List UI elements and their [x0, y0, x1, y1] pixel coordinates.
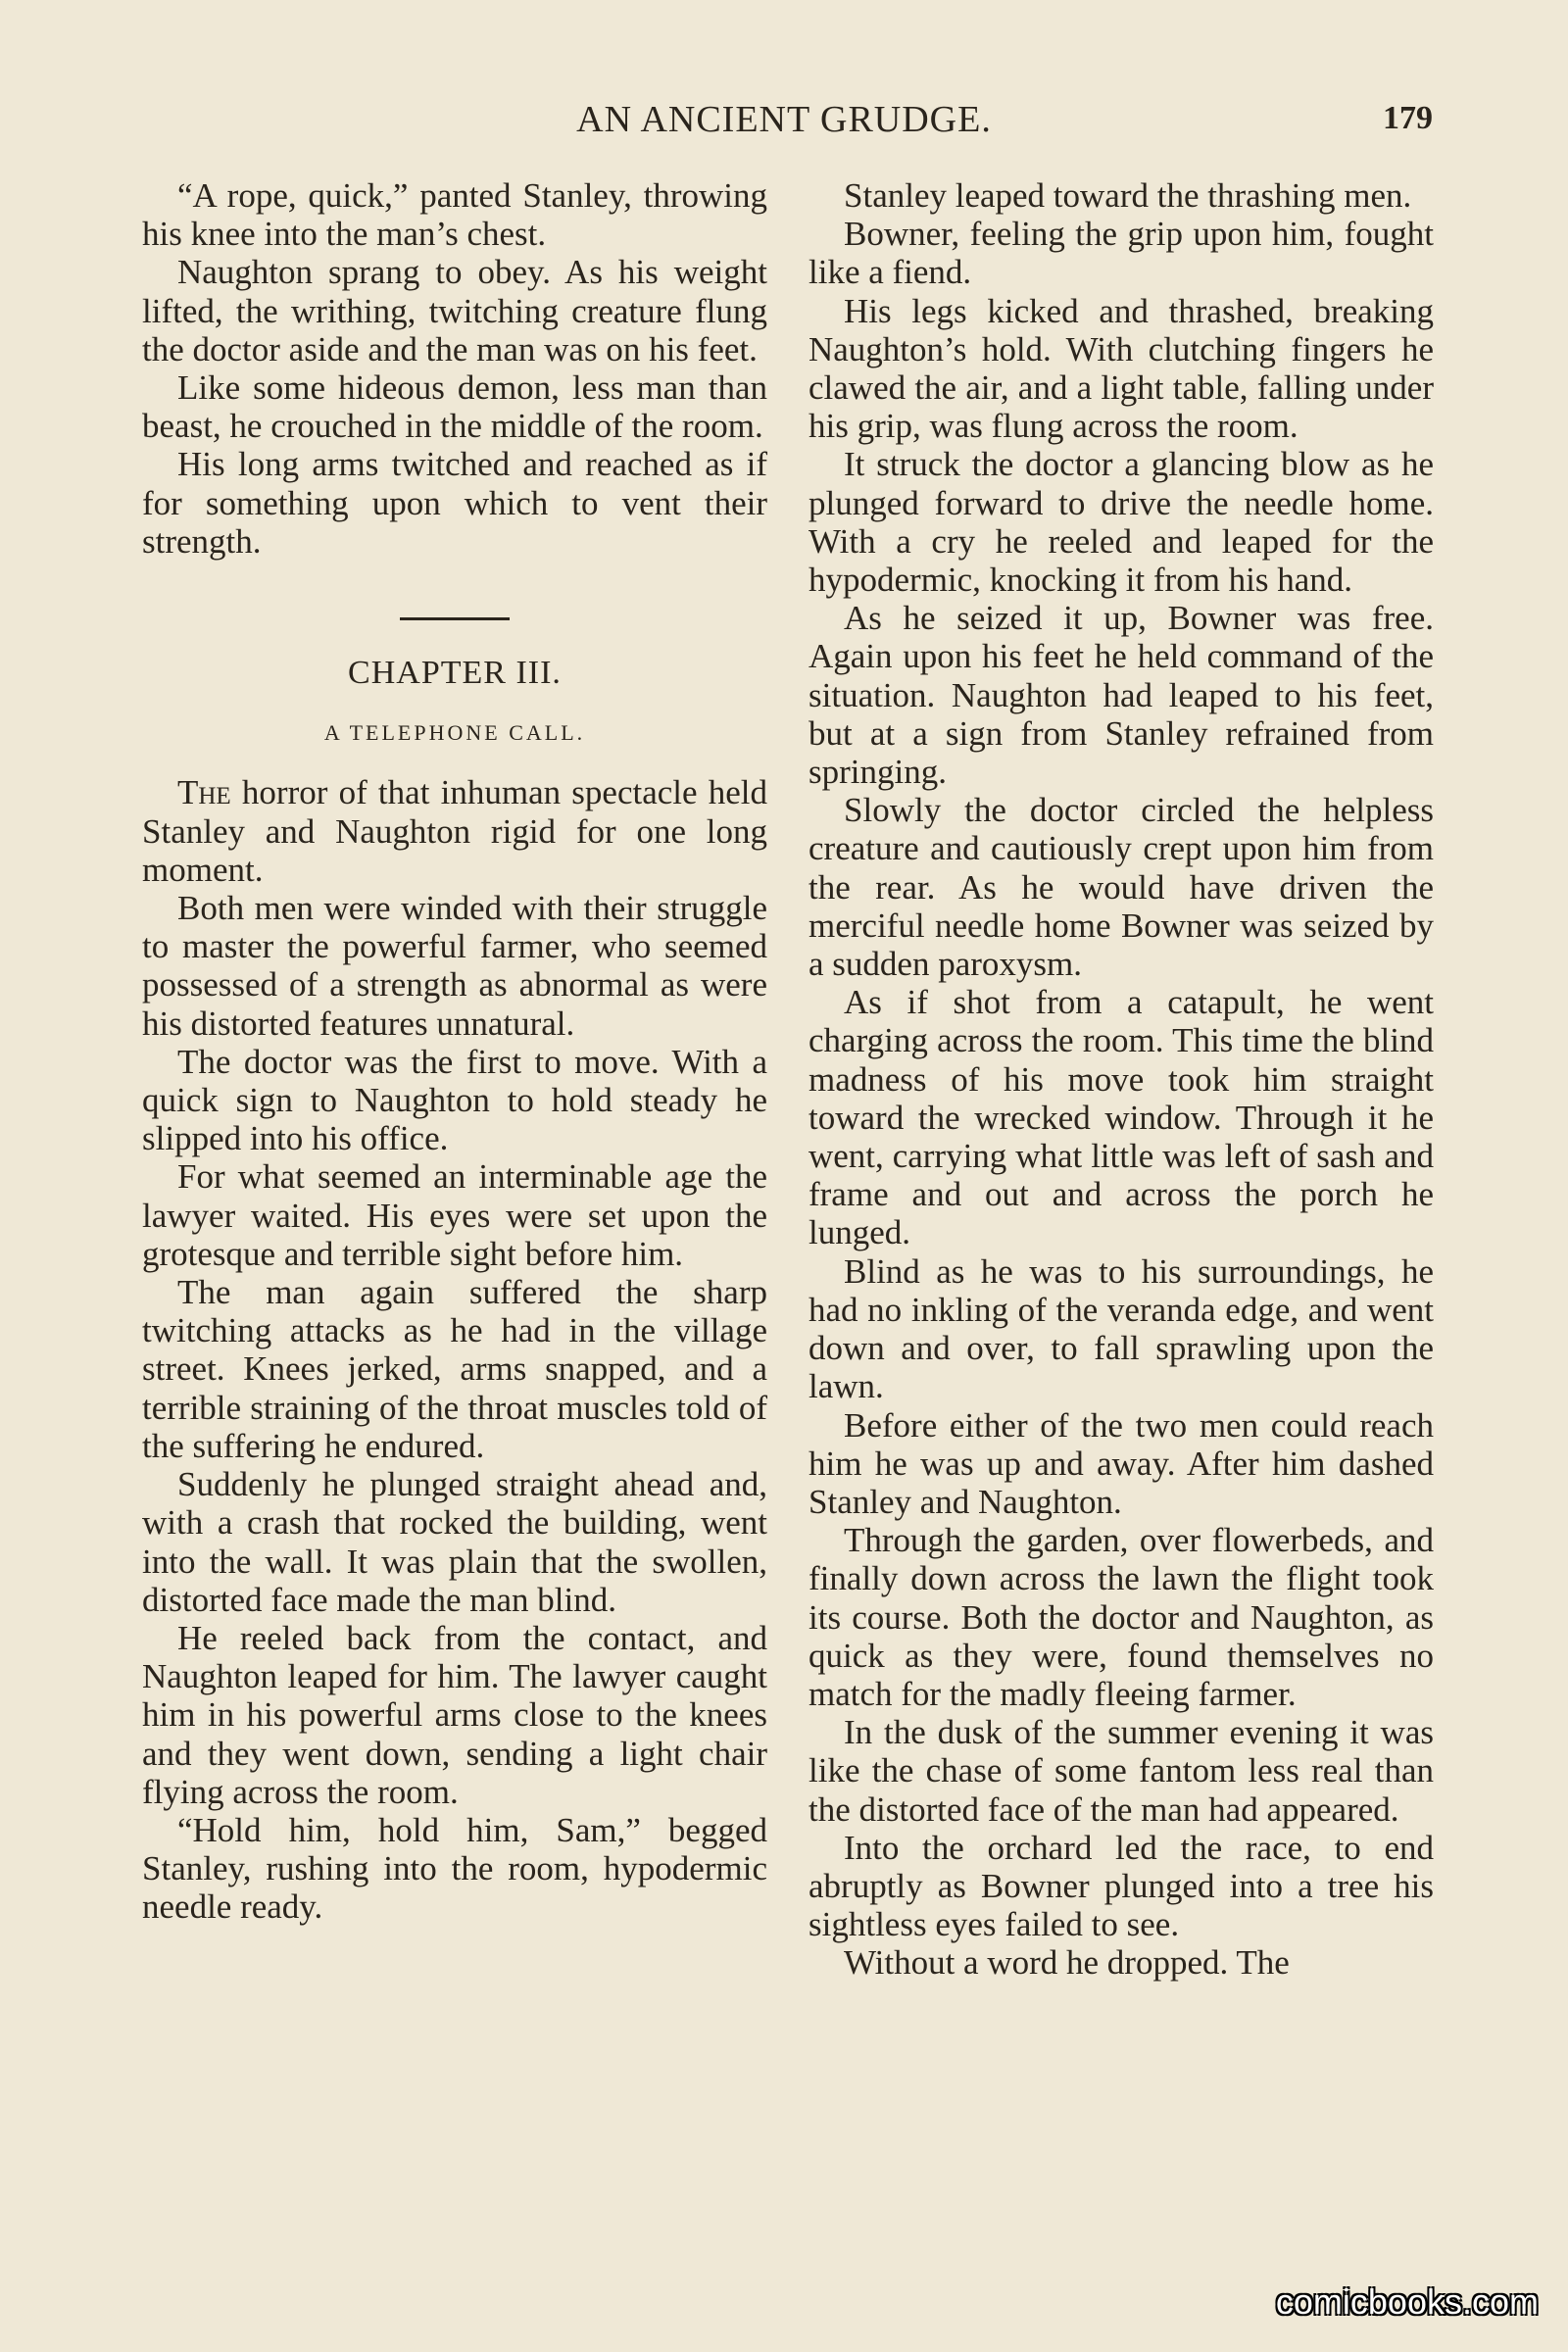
paragraph: In the dusk of the summer evening it was like the chase of some fantom less real than the distorted face of the man had appeared. [808, 1713, 1434, 1829]
paragraph: Like some hideous demon, less man than beast, he crouched in the middle of the room. [142, 368, 767, 446]
paragraph: He reeled back from the contact, and Naughton leaped for him. The lawyer caught him in his powerful arms close to the knees and they went down, sending a light chair flying across the room. [142, 1618, 767, 1811]
paragraph: As he seized it up, Bowner was free. Again upon his feet he held command of the situation. Naughton had leaped to his feet, but at a sign from Stanley refrained from springing. [808, 599, 1434, 792]
section-divider [400, 617, 510, 620]
page-number: 179 [1383, 100, 1433, 136]
paragraph: For what seemed an interminable age the lawyer waited. His eyes were set upon the grotesque and terrible sight before him. [142, 1157, 767, 1273]
paragraph: Into the orchard led the race, to end abruptly as Bowner plunged into a tree his sightless eyes failed to see. [808, 1828, 1434, 1944]
paragraph: It struck the doctor a glancing blow as he plunged forward to drive the needle home. With a cry he reeled and leaped for the hypodermic, knocking it from his hand. [808, 445, 1434, 600]
chapter-opening-paragraph [142, 773, 767, 889]
drop-word: The [177, 773, 231, 812]
paragraph: Slowly the doctor circled the helpless creature and cautiously crept upon him from the rear. As he would have driven the merciful needle home Bowner was seized by a sudden paroxysm. [808, 791, 1434, 984]
paragraph: Both men were winded with their struggle to master the powerful farmer, who seemed possessed of a strength as abnormal as were his distorted features unnatural. [142, 889, 767, 1043]
running-title: AN ANCIENT GRUDGE. [576, 99, 992, 140]
paragraph: As if shot from a catapult, he went charging across the room. This time the blind madness of his move took him straight toward the wrecked window. Through it he went, carrying what little was left of sash and frame and out and across the porch he lunged. [808, 983, 1434, 1252]
paragraph: “A rope, quick,” panted Stanley, throwing his knee into the man’s chest. [142, 176, 767, 254]
paragraph: Before either of the two men could reach him he was up and away. After him dashed Stanley and Naughton. [808, 1405, 1434, 1521]
paragraph: “Hold him, hold him, Sam,” begged Stanley, rushing into the room, hypodermic needle ready. [142, 1810, 767, 1927]
chapter-subtitle: A TELEPHONE CALL. [323, 720, 586, 746]
paragraph: Suddenly he plunged straight ahead and, with a crash that rocked the building, went into the wall. It was plain that the swollen, distorted face made the man blind. [142, 1465, 767, 1619]
paragraph: Naughton sprang to obey. As his weight lifted, the writhing, twitching creature flung the doctor aside and the man was on his feet. [142, 253, 767, 368]
paragraph: Stanley leaped toward the thrashing men. [844, 176, 1412, 215]
paragraph: His legs kicked and thrashed, breaking Naughton’s hold. With clutching fingers he clawed the air, and a light table, falling under his grip, was flung across the room. [808, 291, 1434, 446]
paragraph: Blind as he was to his surroundings, he had no inkling of the veranda edge, and went down and over, to fall sprawling upon the lawn. [808, 1251, 1434, 1406]
paragraph: Bowner, feeling the grip upon him, fought like a fiend. [808, 215, 1434, 292]
right-column [808, 176, 1434, 1983]
paragraph: The man again suffered the sharp twitching attacks as he had in the village street. Knees jerked, arms snapped, and a terrible straining of the throat muscles told of the suffering he endured. [142, 1273, 767, 1465]
site-watermark: comicbooks.com [1275, 2281, 1539, 2322]
paragraph: His long arms twitched and reached as if for something upon which to vent their strength. [142, 445, 767, 561]
paragraph: Without a word he dropped. The [844, 1943, 1290, 1983]
opening-text: horror of that inhuman spectacle held Stanley and Naughton rigid for one long moment. [142, 773, 767, 889]
paragraph: Through the garden, over flowerbeds, and finally down across the lawn the flight took its course. Both the doctor and Naughton, as quick as they were, found themselves no match for the madly fleeing farmer. [808, 1521, 1434, 1713]
left-column [142, 176, 767, 1927]
chapter-title: CHAPTER III. [348, 655, 562, 692]
paragraph: The doctor was the first to move. With a quick sign to Naughton to hold steady he slipped into his office. [142, 1042, 767, 1158]
